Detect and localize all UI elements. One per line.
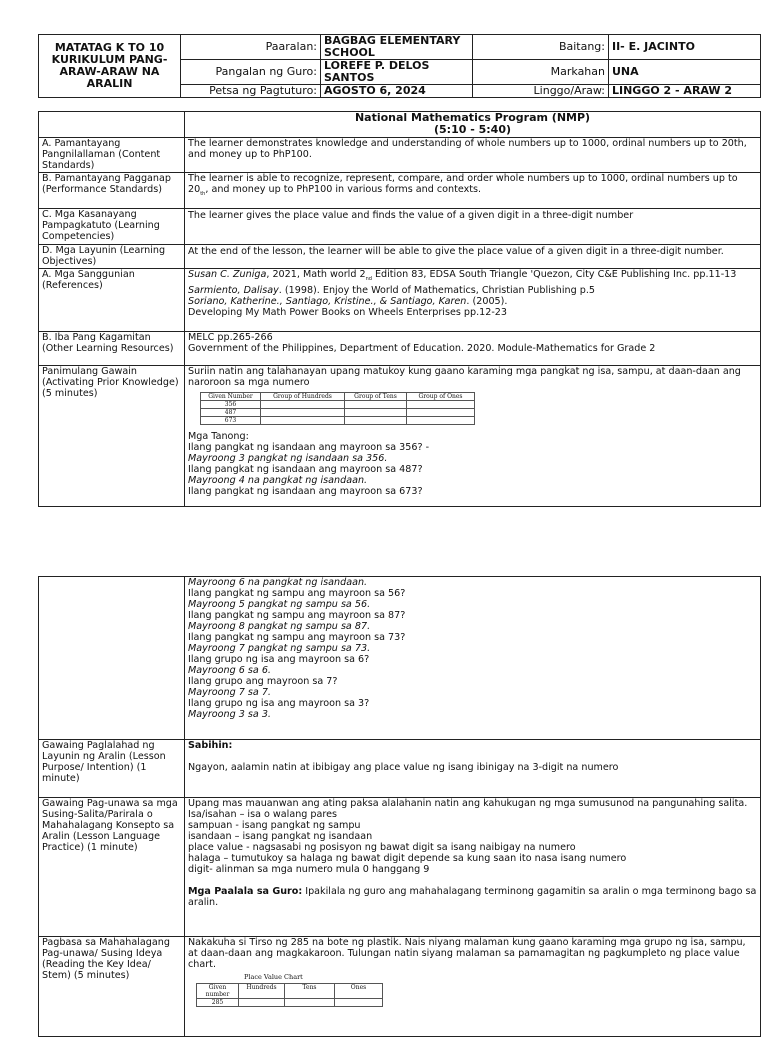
place-value-chart-caption: Place Value Chart — [244, 973, 303, 981]
school-label: Paaralan: — [181, 35, 321, 60]
program-time: (5:10 - 5:40) — [434, 123, 511, 136]
chart-header-hundreds: Hundreds — [239, 984, 285, 999]
continued-label-cell — [39, 577, 185, 740]
groups-cell — [407, 417, 475, 425]
groups-cell — [407, 409, 475, 417]
other-resources-text — [185, 332, 761, 366]
ref1-a: , 2021, Math world 2 — [266, 269, 366, 280]
lesson-table-page-one — [38, 111, 761, 507]
chart-cell — [335, 999, 383, 1007]
answer-6: Mayroong 7 pangkat ng sampu sa 73. — [188, 643, 371, 654]
competencies-text: The learner gives the place value and finds the value of a given digit in a three-digit number — [185, 209, 761, 245]
ref3-author: Soriano, Katherine., Santiago, Kristine., & Santiago, Karen — [188, 295, 467, 307]
continued-questions — [185, 577, 761, 740]
lesson-plan-title: MATATAG K TO 10 KURIKULUM PANG-ARAW-ARAW NA ARALIN — [39, 35, 181, 98]
activating-knowledge-label: Panimulang Gawain (Activating Prior Knowledge) (5 minutes) — [39, 366, 185, 507]
language-practice-content — [185, 798, 761, 937]
answer-7: Mayroong 6 sa 6. — [188, 665, 271, 676]
groups-cell — [261, 409, 345, 417]
program-title: National Mathematics Program (NMP) — [354, 111, 591, 124]
grade-label: Baitang: — [473, 35, 609, 60]
lesson-table-page-two — [38, 576, 761, 1037]
program-blank-cell — [39, 112, 185, 138]
content-standards-text: The learner demonstrates knowledge and understanding of whole numbers up to 1000, ordinal numbers up to 20th, and money up to PhP100. — [185, 138, 761, 173]
key-idea-text: Nakakuha si Tirso ng 285 na bote ng plastik. Nais niyang malaman kung gaano karaming mga grupo ng isa, sampu, at daan-daan ang magkakaroon. Tulungan natin siyang malaman sa pamamagitan ng pagkumpleto ng place value chart. — [188, 937, 746, 970]
references-text — [185, 269, 761, 332]
school-value: BAGBAG ELEMENTARY SCHOOL — [321, 35, 473, 60]
chart-header-given: Given number — [197, 984, 239, 999]
key-idea-content — [185, 937, 761, 1037]
language-intro: Upang mas mauanwan ang ating paksa alalahanin natin ang kahukugan ng mga sumusunod na pangunahing salita. — [188, 798, 748, 809]
groups-cell — [261, 401, 345, 409]
term-halaga: halaga – tumutukoy sa halaga ng bawat digit depende sa kung saan ito nasa isang numero — [188, 853, 627, 864]
teacher-value: LOREFE P. DELOS SANTOS — [321, 60, 473, 85]
purpose-text: Ngayon, aalamin natin at ibibigay ang place value ng isang ibinigay na 3-digit na numero — [188, 762, 619, 773]
activity-intro: Suriin natin ang talahanayan upang matukoy kung gaano karaming mga pangkat ng isa, sampu, at daan-daan ang naroroon sa mga numero — [188, 366, 741, 388]
answer-5: Mayroong 8 pangkat ng sampu sa 87. — [188, 621, 371, 632]
groups-cell — [345, 409, 407, 417]
term-sampuan: sampuan - isang pangkat ng sampu — [188, 820, 361, 831]
groups-header-given: Given Number — [201, 393, 261, 401]
term-isandaan: isandaan – isang pangkat ng isandaan — [188, 831, 373, 842]
question-8: Ilang grupo ang mayroon sa 7? — [188, 676, 338, 687]
references-label: A. Mga Sanggunian (References) — [39, 269, 185, 332]
groups-table — [200, 392, 475, 425]
quarter-label: Markahan — [473, 60, 609, 85]
objectives-text: At the end of the lesson, the learner will be able to give the place value of a given digit in a three-digit number. — [185, 245, 761, 269]
answer-4: Mayroong 5 pangkat ng sampu sa 56. — [188, 599, 371, 610]
grade-value: II- E. JACINTO — [609, 35, 761, 60]
groups-header-hundreds: Group of Hundreds — [261, 393, 345, 401]
date-label: Petsa ng Pagtuturo: — [181, 85, 321, 98]
ref1-sup: nd — [365, 275, 372, 282]
ref2-author: Sarmiento, Dalisay — [188, 284, 279, 296]
other-resource-1: MELC pp.265-266 — [188, 332, 273, 343]
groups-number-673: 673 — [201, 417, 261, 425]
chart-cell — [239, 999, 285, 1007]
question-4: Ilang pangkat ng sampu ang mayroon sa 56? — [188, 588, 406, 599]
perf-sup: th — [200, 190, 206, 197]
program-title-cell — [185, 112, 761, 138]
chart-cell — [285, 999, 335, 1007]
teacher-note — [188, 886, 757, 908]
perf-text-a: The learner is able to recognize, represent, compare, and order whole numbers up to 1000, ordinal numbers up to 20 — [188, 173, 738, 195]
purpose-title: Sabihin: — [188, 740, 233, 751]
reference-1 — [188, 269, 757, 285]
teacher-note-title: Mga Paalala sa Guro: — [188, 886, 303, 897]
content-standards-label: A. Pamantayang Pangnilallaman (Content Standards) — [39, 138, 185, 173]
groups-cell — [407, 401, 475, 409]
question-6: Ilang pangkat ng sampu ang mayroon sa 73? — [188, 632, 406, 643]
question-5: Ilang pangkat ng sampu ang mayroon sa 87? — [188, 610, 406, 621]
ref2-text: . (1998). Enjoy the World of Mathematics, Christian Publishing p.5 — [278, 284, 596, 296]
chart-number-285: 285 — [197, 999, 239, 1007]
other-resource-2: Government of the Philippines, Department of Education. 2020. Module-Mathematics for Grade 2 — [188, 343, 656, 354]
groups-header-tens: Group of Tens — [345, 393, 407, 401]
question-9: Ilang grupo ng isa ang mayroon sa 3? — [188, 698, 370, 709]
reference-3 — [188, 296, 757, 307]
answer-9: Mayroong 3 sa 3. — [188, 709, 271, 720]
reference-2 — [188, 285, 757, 296]
term-place-value: place value - nagsasabi ng posisyon ng bawat digit sa isang naibigay na numero — [188, 842, 576, 853]
other-resources-label: B. Iba Pang Kagamitan (Other Learning Resources) — [39, 332, 185, 366]
ref3-text: . (2005). — [466, 295, 508, 307]
question-1: Ilang pangkat ng isandaan ang mayroon sa 356? - — [188, 442, 430, 453]
language-practice-label: Gawaing Pag-unawa sa mga Susing-Salita/Parirala o Mahahalagang Konsepto sa Aralin (Lesson Language Practice) (1 minute) — [39, 798, 185, 937]
quarter-value: UNA — [609, 60, 761, 85]
ref1-b: Edition 83, EDSA South Triangle 'Quezon, City C&E Publishing Inc. pp.11-13 — [371, 269, 737, 280]
groups-number-356: 356 — [201, 401, 261, 409]
groups-header-ones: Group of Ones — [407, 393, 475, 401]
place-value-chart — [196, 983, 383, 1007]
reference-4: Developing My Math Power Books on Wheels Enterprises pp.12-23 — [188, 306, 508, 318]
groups-cell — [345, 401, 407, 409]
question-7: Ilang grupo ng isa ang mayroon sa 6? — [188, 654, 370, 665]
question-2: Ilang pangkat ng isandaan ang mayroon sa 487? — [188, 464, 423, 475]
answer-3: Mayroong 6 na pangkat ng isandaan. — [188, 577, 368, 588]
objectives-label: D. Mga Layunin (Learning Objectives) — [39, 245, 185, 269]
performance-standards-label: B. Pamantayang Pagganap (Performance Standards) — [39, 173, 185, 209]
date-value: AGOSTO 6, 2024 — [321, 85, 473, 98]
questions-title: Mga Tanong: — [188, 431, 249, 442]
answer-8: Mayroong 7 sa 7. — [188, 687, 271, 698]
groups-cell — [345, 417, 407, 425]
groups-cell — [261, 417, 345, 425]
chart-header-tens: Tens — [285, 984, 335, 999]
competencies-label: C. Mga Kasanayang Pampagkatuto (Learning Competencies) — [39, 209, 185, 245]
lesson-purpose-label: Gawaing Paglalahad ng Layunin ng Aralin (Lesson Purpose/ Intention) (1 minute) — [39, 740, 185, 798]
question-3: Ilang pangkat ng isandaan ang mayroon sa 673? — [188, 486, 423, 497]
groups-number-487: 487 — [201, 409, 261, 417]
chart-header-ones: Ones — [335, 984, 383, 999]
activating-knowledge-content — [185, 366, 761, 507]
teacher-note-text: Ipakilala ng guro ang mahahalagang terminong gagamitin sa aralin o mga terminong bago sa aralin. — [188, 886, 757, 908]
week-day-value: LINGGO 2 - ARAW 2 — [609, 85, 761, 98]
lesson-purpose-content — [185, 740, 761, 798]
ref1-author: Susan C. Zuniga — [188, 269, 267, 280]
answer-1: Mayroong 3 pangkat ng isandaan sa 356. — [188, 453, 388, 464]
header-table — [38, 34, 761, 98]
term-isa: Isa/isahan – isa o walang pares — [188, 809, 338, 820]
term-digit: digit- alinman sa mga numero mula 0 hanggang 9 — [188, 864, 430, 875]
performance-standards-text — [185, 173, 761, 209]
answer-2: Mayroong 4 na pangkat ng isandaan. — [188, 475, 368, 486]
teacher-label: Pangalan ng Guro: — [181, 60, 321, 85]
perf-text-b: , and money up to PhP100 in various forms and contexts. — [205, 184, 482, 195]
key-idea-label: Pagbasa sa Mahahalagang Pag-unawa/ Susing Ideya (Reading the Key Idea/ Stem) (5 minutes) — [39, 937, 185, 1037]
week-day-label: Linggo/Araw: — [473, 85, 609, 98]
